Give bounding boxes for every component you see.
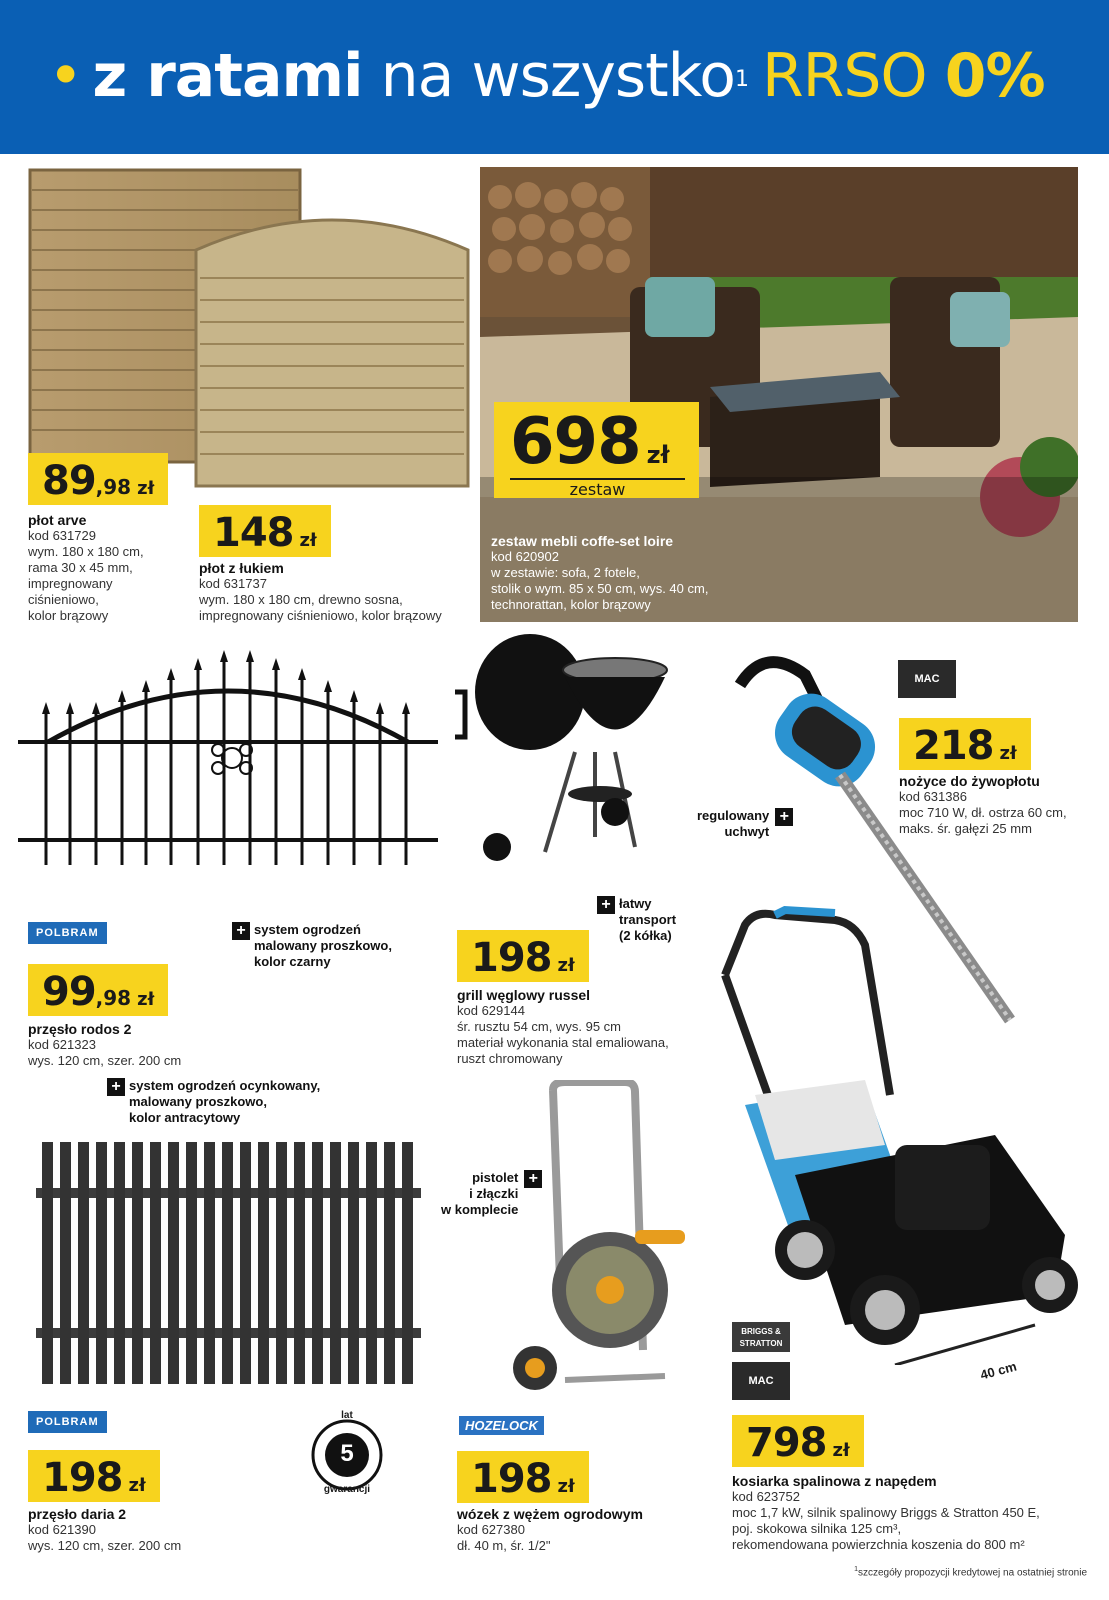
- feature-text: łatwy: [619, 896, 652, 911]
- product-info-rodos: [28, 1021, 228, 1069]
- feature-nozyce: [697, 808, 793, 840]
- price-main: 698: [510, 405, 641, 479]
- warranty-top-label: lat: [341, 1410, 353, 1421]
- plus-icon: +: [597, 896, 615, 914]
- product-name: nożyce do żywopłotu: [899, 773, 1040, 789]
- product-name: płot z łukiem: [199, 560, 284, 576]
- price-currency: zł: [646, 441, 670, 469]
- price-main: 198: [42, 1455, 123, 1501]
- price-cents: ,98: [95, 986, 132, 1010]
- feature-text: system ogrodzeń ocynkowany,: [129, 1078, 321, 1093]
- product-spec: moc 710 W, dł. ostrza 60 cm,: [899, 805, 1067, 820]
- mower-width-label: 40 cm: [978, 1358, 1019, 1383]
- hose-reel-image: [505, 1080, 705, 1410]
- grill-image: [455, 632, 685, 872]
- product-code: kod 631386: [899, 789, 967, 804]
- price-main: 99: [42, 969, 96, 1015]
- warranty-badge: [304, 1410, 390, 1496]
- product-spec: wys. 120 cm, szer. 200 cm: [28, 1538, 182, 1553]
- product-name: przęsło daria 2: [28, 1506, 127, 1522]
- lawn-mower-image: [715, 905, 1095, 1365]
- product-spec: rekomendowana powierzchnia koszenia do 800 m²: [732, 1537, 1025, 1552]
- price-currency: zł: [299, 530, 317, 551]
- plus-icon: +: [524, 1170, 542, 1188]
- product-info-daria: [28, 1506, 228, 1554]
- feature-text: i złączki: [469, 1186, 519, 1201]
- product-code: kod 620902: [491, 549, 559, 564]
- feature-grill: [597, 896, 676, 944]
- product-info-nozyce: [899, 773, 1099, 837]
- banner-footnote-mark: 1: [734, 67, 748, 92]
- price-main: 218: [913, 723, 994, 769]
- plus-icon: +: [775, 808, 793, 826]
- price-main: 798: [746, 1420, 827, 1466]
- feature-text: kolor czarny: [254, 954, 331, 969]
- price-main: 148: [213, 510, 294, 556]
- product-spec: wym. 180 x 180 cm, drewno sosna,: [199, 592, 403, 607]
- price-tag-wozek: [457, 1451, 589, 1503]
- price-tag-arve: [28, 453, 168, 505]
- product-name: zestaw mebli coffe-set loire: [491, 533, 674, 549]
- price-tag-kosiarka: [732, 1415, 864, 1467]
- header-banner: [0, 0, 1109, 154]
- footnote-text: szczegóły propozycji kredytowej na ostatniej stronie: [858, 1567, 1087, 1579]
- brand-logo-polbram: POLBRAM: [28, 1411, 107, 1433]
- price-currency: zł: [137, 478, 155, 499]
- brand-logo-mac: MAC: [898, 660, 956, 698]
- product-spec: wym. 180 x 180 cm,: [28, 544, 144, 559]
- feature-rodos: [232, 922, 392, 970]
- product-spec: maks. śr. gałęzi 25 mm: [899, 821, 1032, 836]
- product-info-grill: [457, 987, 717, 1067]
- product-spec: stolik o wym. 85 x 50 cm, wys. 40 cm,: [491, 581, 709, 596]
- product-name: przęsło rodos 2: [28, 1021, 132, 1037]
- price-currency: zł: [832, 1440, 850, 1461]
- brand-logo-mac: MAC: [732, 1362, 790, 1400]
- product-spec: impregnowany: [28, 576, 113, 591]
- product-info-arve: [28, 512, 188, 624]
- price-tag-lukiem: [199, 505, 331, 557]
- product-spec: wys. 120 cm, szer. 200 cm: [28, 1053, 182, 1068]
- product-code: kod 631737: [199, 576, 267, 591]
- price-cents: ,98: [95, 475, 132, 499]
- product-code: kod 627380: [457, 1522, 525, 1537]
- price-main: 89: [42, 458, 96, 504]
- product-spec: poj. skokowa silnika 125 cm³,: [732, 1521, 902, 1536]
- price-currency: zł: [128, 1475, 146, 1496]
- product-spec: śr. rusztu 54 cm, wys. 95 cm: [457, 1019, 621, 1034]
- product-code: kod 621390: [28, 1522, 96, 1537]
- banner-rest-text: na wszystko: [380, 41, 735, 111]
- warranty-bottom-label: gwarancji: [323, 1484, 371, 1495]
- product-spec: ruszt chromowany: [457, 1051, 563, 1066]
- product-spec: technorattan, kolor brązowy: [491, 597, 651, 612]
- feature-text: kolor antracytowy: [129, 1110, 241, 1125]
- banner-bold-text: z ratami: [92, 41, 363, 111]
- set-badge: zestaw: [510, 478, 685, 500]
- product-spec: dł. 40 m, śr. 1/2": [457, 1538, 551, 1553]
- footnote-mark: 1: [854, 1566, 858, 1573]
- feature-text: malowany proszkowo,: [254, 938, 392, 953]
- product-spec: ciśnieniowo,: [28, 592, 99, 607]
- price-currency: zł: [999, 743, 1017, 764]
- product-spec: rama 30 x 45 mm,: [28, 560, 133, 575]
- warranty-years: 5: [340, 1440, 354, 1467]
- feature-text: uchwyt: [724, 824, 770, 839]
- product-code: kod 621323: [28, 1037, 96, 1052]
- brand-logo-hozelock: HOZELOCK: [459, 1416, 544, 1435]
- fence-rodos-image: [18, 650, 438, 890]
- product-spec: moc 1,7 kW, silnik spalinowy Briggs & Stratton 450 E,: [732, 1505, 1040, 1520]
- price-currency: zł: [557, 955, 575, 976]
- feature-text: pistolet: [472, 1170, 519, 1185]
- price-main: 198: [471, 935, 552, 981]
- price-tag-grill: [457, 930, 589, 982]
- product-name: płot arve: [28, 512, 87, 528]
- banner-zero-percent: 0%: [944, 41, 1045, 111]
- price-tag-loire: [494, 402, 699, 498]
- fence-panels-image: [28, 168, 478, 488]
- product-name: kosiarka spalinowa z napędem: [732, 1473, 937, 1489]
- price-main: 198: [471, 1456, 552, 1502]
- product-name: wózek z wężem ogrodowym: [457, 1506, 643, 1522]
- product-info-kosiarka: [732, 1473, 1102, 1553]
- product-spec: w zestawie: sofa, 2 fotele,: [491, 565, 640, 580]
- price-currency: zł: [557, 1476, 575, 1497]
- product-spec: materiał wykonania stal emaliowana,: [457, 1035, 669, 1050]
- feature-text: transport: [619, 912, 677, 927]
- brand-logo-polbram: POLBRAM: [28, 922, 107, 944]
- plus-icon: +: [232, 922, 250, 940]
- feature-text: (2 kółka): [619, 928, 672, 943]
- feature-text: malowany proszkowo,: [129, 1094, 267, 1109]
- credit-footnote: [854, 1566, 1087, 1578]
- fence-daria-image: [36, 1138, 421, 1388]
- product-info-lukiem: [199, 560, 479, 624]
- feature-daria: [107, 1078, 320, 1126]
- feature-text: w komplecie: [441, 1202, 519, 1217]
- price-tag-daria: [28, 1450, 160, 1502]
- product-name: grill węglowy russel: [457, 987, 591, 1003]
- product-spec: kolor brązowy: [28, 608, 109, 623]
- brand-logo-briggs: BRIGGS & STRATTON SILNIKI: [732, 1322, 790, 1352]
- product-code: kod 629144: [457, 1003, 525, 1018]
- price-currency: zł: [137, 989, 155, 1010]
- price-tag-rodos: [28, 964, 168, 1016]
- product-spec: impregnowany ciśnieniowo, kolor brązowy: [199, 608, 442, 623]
- feature-text: system ogrodzeń: [254, 922, 361, 937]
- banner-rrso: RRSO: [761, 41, 927, 111]
- product-info-loire: [491, 533, 708, 613]
- product-code: kod 631729: [28, 528, 96, 543]
- product-code: kod 623752: [732, 1489, 800, 1504]
- price-tag-nozyce: [899, 718, 1031, 770]
- product-info-wozek: [457, 1506, 697, 1554]
- banner-headline: • z ratami na wszystko$^1$ RRSO 0%: [48, 41, 1045, 111]
- feature-text: regulowany: [697, 808, 770, 823]
- plus-icon: +: [107, 1078, 125, 1096]
